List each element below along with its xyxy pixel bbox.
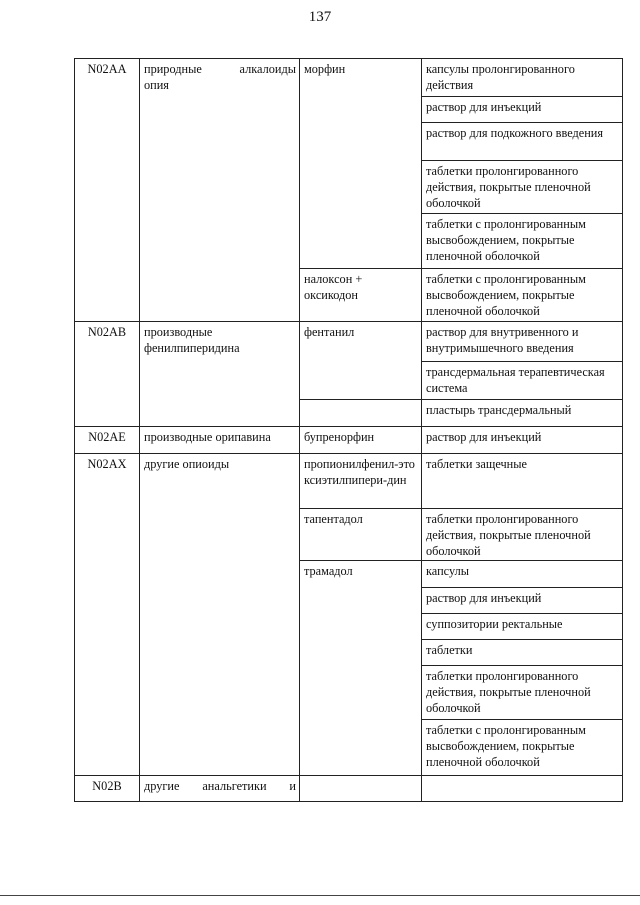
form-cell: раствор для подкожного введения [422,123,623,161]
drug-cell: фентанил [300,322,422,400]
table-row [75,322,623,362]
table-row [75,59,623,97]
drug-cell: налоксон + оксикодон [300,269,422,322]
atc-code-cell: N02AX [75,454,140,776]
form-cell: раствор для инъекций [422,588,623,614]
form-cell: таблетки с пролонгированным высвобождением, покрытые пленочной оболочкой [422,269,623,322]
group-cell [140,776,300,802]
form-cell: раствор для внутривенного и внутримышечного введения [422,322,623,362]
atc-code-cell: N02AE [75,427,140,454]
table-row [75,427,623,454]
form-cell [422,776,623,802]
form-cell: таблетки [422,640,623,666]
group-cell [140,59,300,322]
drug-cell [300,400,422,427]
form-cell: таблетки защечные [422,454,623,509]
atc-code-cell: N02B [75,776,140,802]
drug-cell: пропионилфенил-этоксиэтилпипери-дин [300,454,422,509]
group-cell: производные орипавина [140,427,300,454]
drug-table-container [74,58,623,802]
page-number: 137 [308,9,332,25]
drug-table [74,58,623,802]
table-row [75,454,623,509]
form-cell: таблетки с пролонгированным высвобождением, покрытые пленочной оболочкой [422,720,623,776]
form-cell: трансдермальная терапевтическая система [422,362,623,400]
drug-cell: бупренорфин [300,427,422,454]
group-cell: производные фенилпиперидина [140,322,300,427]
group-line-2: опия [144,78,169,92]
form-cell: таблетки пролонгированного действия, покрытые пленочной оболочкой [422,666,623,720]
page-bottom-rule [0,895,640,896]
drug-cell: морфин [300,59,422,269]
atc-code-cell: N02AA [75,59,140,322]
drug-cell [300,776,422,802]
table-row [75,776,623,802]
form-cell: пластырь трансдермальный [422,400,623,427]
form-cell: таблетки пролонгированного действия, покрытые пленочной оболочкой [422,161,623,214]
group-cell: другие опиоиды [140,454,300,776]
atc-code-cell: N02AB [75,322,140,427]
form-cell: раствор для инъекций [422,97,623,123]
form-cell: таблетки пролонгированного действия, покрытые пленочной оболочкой [422,509,623,561]
form-cell: таблетки с пролонгированным высвобождением, покрытые пленочной оболочкой [422,214,623,269]
group-line-1: природные алкалоиды [144,62,296,76]
group-line-1: другие анальгетики и [144,779,296,793]
form-cell: капсулы пролонгированного действия [422,59,623,97]
form-cell: капсулы [422,561,623,588]
form-cell: суппозитории ректальные [422,614,623,640]
form-cell: раствор для инъекций [422,427,623,454]
drug-cell: трамадол [300,561,422,776]
drug-cell: тапентадол [300,509,422,561]
